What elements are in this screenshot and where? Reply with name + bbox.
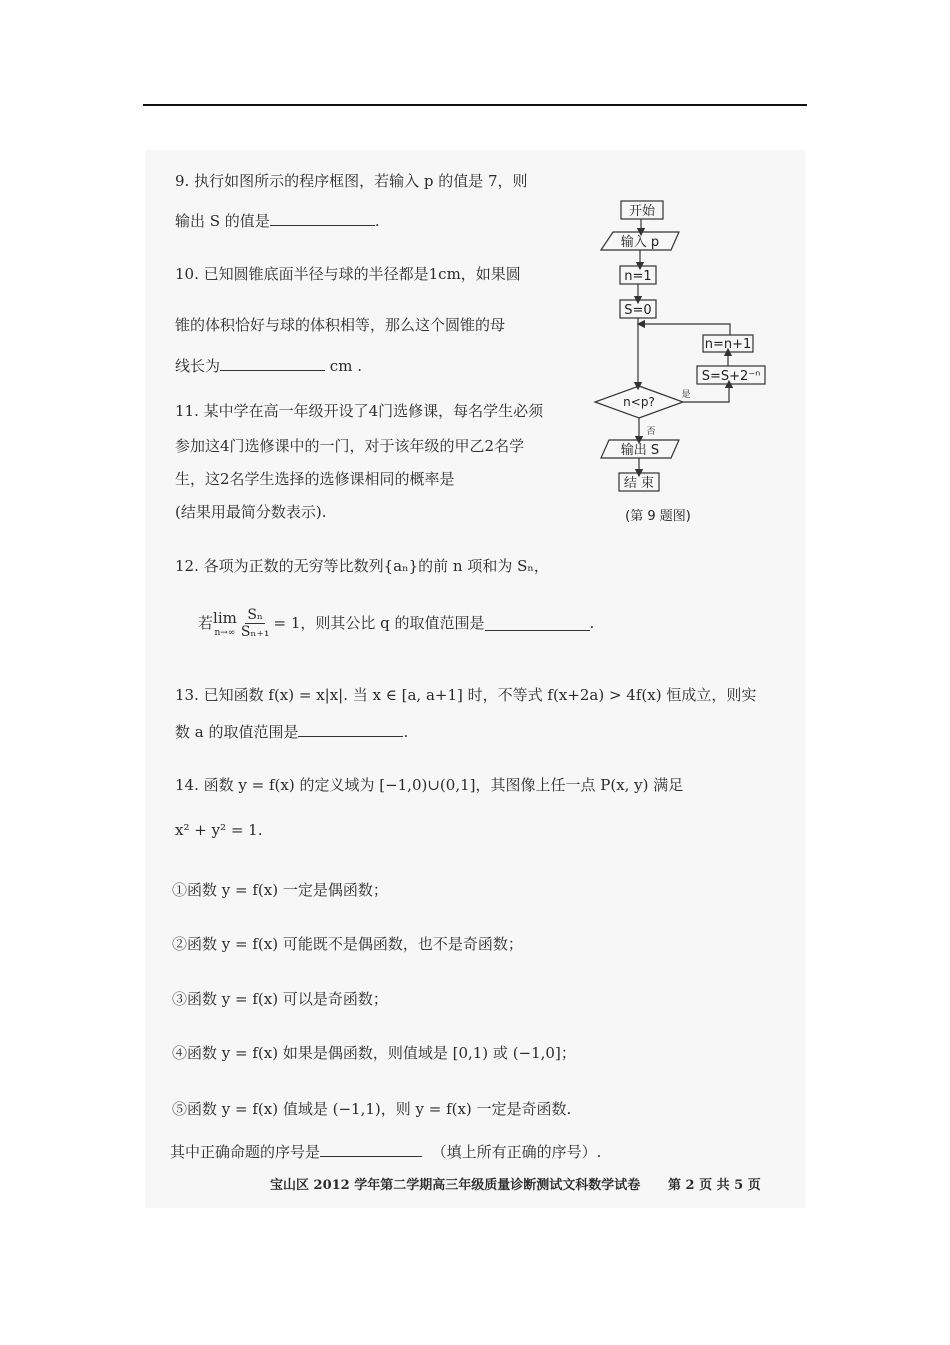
q13-line2-suffix: .	[403, 723, 409, 741]
flowchart	[585, 190, 785, 530]
q13-line2	[175, 722, 408, 742]
q12-line2-mid: = 1，则其公比 q 的取值范围是	[273, 614, 485, 632]
q10-line3-prefix: 线长为	[175, 357, 221, 375]
flow-end-label: 结 束	[623, 476, 655, 491]
flow-caption: (第 9 题图)	[625, 509, 691, 524]
q13-answer-blank	[298, 722, 403, 737]
footer-page-number: 第 2 页 共 5 页	[668, 1178, 761, 1193]
flow-yes-label: 是	[681, 390, 691, 400]
q12-if: 若	[198, 614, 214, 632]
q12-frac-den: Sₙ₊₁	[240, 623, 270, 640]
flow-output-label: 输出 S	[620, 443, 660, 458]
q12-line1-prefix: 12. 各项为正数的无穷等比数列	[175, 557, 384, 575]
q12-line2	[198, 600, 594, 646]
q12-limit	[213, 608, 237, 638]
q11-line2: 参加这4门选修课中的一门，对于该年级的甲乙2名学	[175, 437, 525, 455]
q14-answer-suffix: （填上所有正确的序号）.	[431, 1143, 602, 1161]
flow-input-label: 输入 p	[620, 235, 660, 250]
q12-line2-suffix: .	[589, 614, 595, 632]
q9-answer-blank	[270, 211, 375, 226]
q11-line1: 11. 某中学在高一年级开设了4门选修课，每名学生必须	[175, 402, 544, 420]
q14-answer-blank	[320, 1142, 422, 1157]
q12-lim-sub: n→∞	[214, 628, 236, 638]
q14-item-3: ③函数 y = f(x) 可以是奇函数；	[172, 990, 388, 1008]
flow-start-label: 开始	[628, 204, 656, 219]
header-rule	[143, 104, 807, 106]
q10-answer-blank	[220, 356, 325, 371]
q10-line3-suffix: cm .	[329, 357, 362, 375]
flow-condition-label: n<p?	[623, 395, 655, 409]
flow-init-s-label: S=0	[624, 303, 652, 318]
q12-line1-suffix: 的前 n 项和为 Sₙ，	[418, 557, 549, 575]
q9-line2-suffix: .	[374, 212, 380, 230]
q9-line2-prefix: 输出 S 的值是	[175, 212, 270, 230]
q14-item-5: ⑤函数 y = f(x) 值域是 (−1,1)，则 y = f(x) 一定是奇函数.	[172, 1100, 572, 1118]
q14-answer-prefix: 其中正确命题的序号是	[170, 1143, 321, 1161]
q9-line1: 9. 执行如图所示的程序框图，若输入 p 的值是 7，则	[175, 172, 528, 190]
q11-line4: (结果用最简分数表示).	[175, 503, 327, 521]
q14-item-2: ②函数 y = f(x) 可能既不是偶函数，也不是奇函数；	[172, 935, 523, 953]
footer-title: 宝山区 2012 学年第二学期高三年级质量诊断测试文科数学试卷	[270, 1178, 641, 1193]
q13-line1: 13. 已知函数 f(x) = x|x|. 当 x ∈ [a, a+1] 时，不等式 f(x+2a) > 4f(x) 恒成立，则实	[175, 686, 757, 704]
q14-line2: x² + y² = 1.	[175, 821, 263, 839]
q12-fraction	[239, 607, 272, 640]
q14-line1: 14. 函数 y = f(x) 的定义域为 [−1,0)∪(0,1]，其图像上任一点 P(x, y) 满足	[175, 776, 684, 794]
flow-update-n-label: n=n+1	[704, 337, 752, 352]
q13-line2-prefix: 数 a 的取值范围是	[175, 723, 299, 741]
q10-line2: 锥的体积恰好与球的体积相等，那么这个圆锥的母	[175, 316, 506, 334]
flow-init-n-label: n=1	[624, 269, 652, 284]
q12-sequence: {aₙ}	[383, 557, 419, 575]
q14-item-1: ①函数 y = f(x) 一定是偶函数；	[172, 881, 388, 899]
q11-line3: 生，这2名学生选择的选修课相同的概率是	[175, 470, 455, 488]
q9-line2	[175, 211, 380, 231]
q12-answer-blank	[485, 616, 590, 631]
flow-no-label: 否	[646, 427, 656, 437]
q14-answer-line	[170, 1142, 601, 1162]
q12-lim-word: lim	[213, 609, 237, 627]
q14-item-4: ④函数 y = f(x) 如果是偶函数，则值域是 [0,1) 或 (−1,0]；	[172, 1044, 576, 1062]
q12-line1	[175, 556, 549, 576]
flow-update-s-label: S=S+2⁻ⁿ	[701, 369, 761, 384]
q10-line1: 10. 已知圆锥底面半径与球的半径都是1cm，如果圆	[175, 265, 521, 283]
q12-frac-num: Sₙ	[247, 606, 263, 623]
q10-line3	[175, 356, 362, 376]
